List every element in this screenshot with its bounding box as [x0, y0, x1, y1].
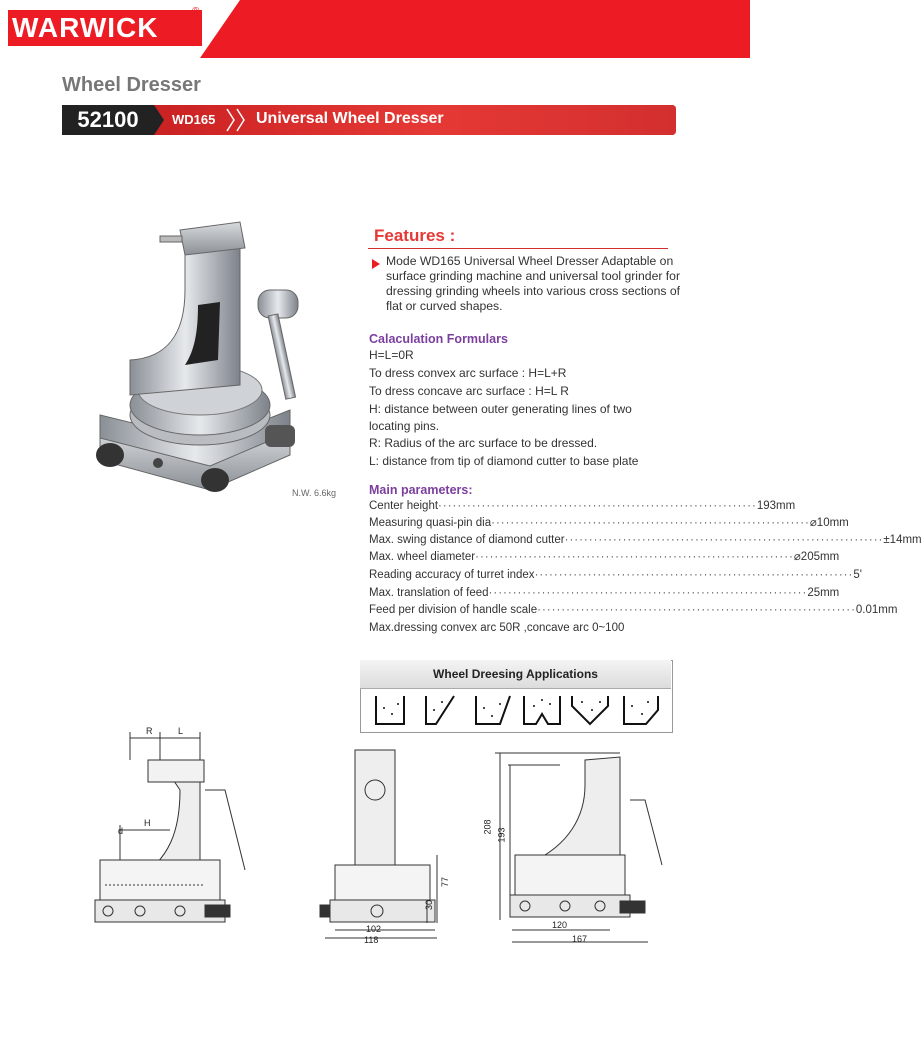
dim-label: H [144, 818, 151, 828]
dim-label: 208 [482, 819, 493, 835]
dim-label: d [118, 826, 124, 836]
formula-line: To dress convex arc surface : H=L+R [369, 366, 567, 380]
features-title: Features : [374, 226, 456, 245]
dim-label: 167 [572, 934, 588, 944]
registered-mark: ® [192, 6, 200, 17]
features-divider [368, 248, 668, 249]
chevron-right-icon [236, 108, 246, 132]
formulas-title: Calaculation Formulars [369, 332, 508, 346]
parameter-row: Max. wheel diameter ·································································· ⌀205mm [369, 551, 840, 563]
drawing-side-view [80, 720, 255, 935]
section-title: Wheel Dresser [62, 74, 201, 96]
brand-logo: WARWICK [8, 10, 202, 46]
model-number: 52100 [62, 105, 154, 135]
formula-line: To dress concave arc surface : H=L R [369, 384, 569, 398]
drawing-iso-view [490, 745, 670, 950]
formula-line: R: Radius of the arc surface to be dressed. [369, 436, 598, 450]
model-number-arrow [154, 105, 164, 135]
parameter-row: Reading accuracy of turret index ·································································· 5' [369, 569, 862, 581]
dim-label: 118 [364, 935, 379, 945]
dim-label: 102 [366, 924, 382, 934]
formula-line: L: distance from tip of diamond cutter to base plate [369, 454, 639, 468]
applications-title: Wheel Dreesing Applications [360, 660, 671, 689]
parameters-title: Main parameters: [369, 483, 473, 497]
formula-line: locating pins. [369, 419, 440, 433]
bullet-arrow-icon [372, 259, 380, 269]
dim-label: 120 [552, 920, 568, 930]
parameter-row: Max. translation of feed ·································································· 25mm [369, 587, 840, 599]
formula-line: H=L=0R [369, 348, 414, 362]
dim-label: L [178, 726, 184, 736]
formula-line: H: distance between outer generating lines of two [369, 402, 632, 416]
product-photo [90, 210, 310, 495]
features-text: Mode WD165 Universal Wheel Dresser Adaptable on surface grinding machine and universal tool grinder for dressing grinding wheels into various cross sections of flat or curved shapes. [386, 254, 681, 313]
net-weight-note: N.W. 6.6kg [292, 488, 337, 498]
parameter-row: Measuring quasi-pin dia ·································································· ⌀10mm [369, 517, 849, 529]
parameter-row: Max. swing distance of diamond cutter ·································································· ±14mm [369, 534, 922, 546]
wheel-profiles-icons [362, 690, 670, 730]
dim-label: 193 [496, 827, 507, 843]
dim-label: 30 [424, 899, 435, 911]
product-name: Universal Wheel Dresser [256, 110, 444, 127]
drawing-front-view [315, 745, 455, 945]
parameter-row: Feed per division of handle scale ·································································· 0.01mm [369, 604, 898, 616]
model-sub-code: WD165 [172, 112, 216, 127]
dim-label: 77 [440, 876, 451, 888]
parameter-row: Center height ·································································· 193mm [369, 500, 796, 512]
parameter-last-line: Max.dressing convex arc 50R ,concave arc 0~100 [369, 622, 625, 634]
dim-label: R [146, 726, 153, 736]
chevron-right-icon [226, 108, 236, 132]
